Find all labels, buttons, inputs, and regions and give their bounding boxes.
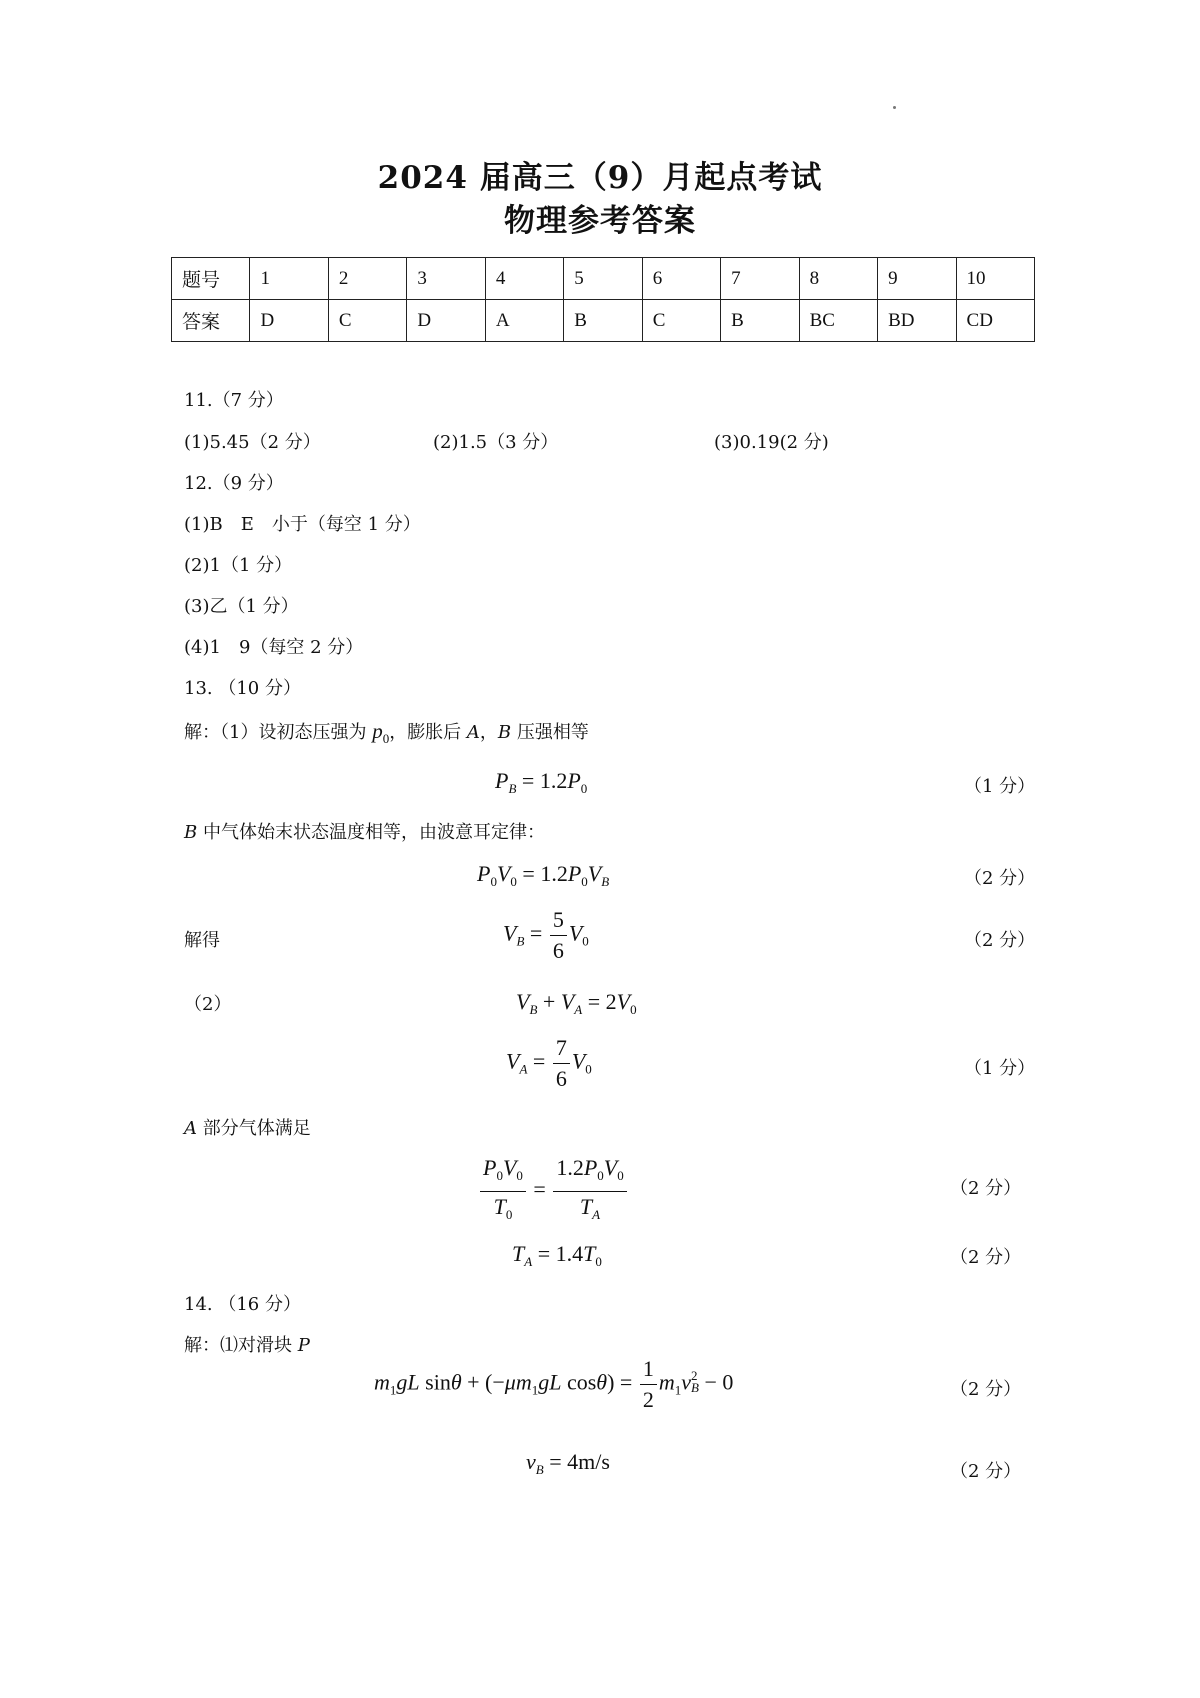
q11-heading: 11.（7 分） bbox=[184, 390, 284, 411]
equation-boyle: $P_0V_0 = 1.2P_0V_B$ bbox=[477, 861, 610, 889]
question-number: 6 bbox=[642, 258, 720, 300]
q13-boyle-line: B 中气体始末状态温度相等，由波意耳定律： bbox=[184, 822, 545, 843]
equation-volume-sum: $V_B + V_A = 2V_0$ bbox=[516, 989, 637, 1017]
score-label: （2 分） bbox=[950, 1247, 1022, 1268]
equation-vb: $V_B$ = $\frac{5}{6}$ $V_0$ bbox=[503, 907, 589, 963]
q12-line2: (2)1（1 分） bbox=[184, 555, 293, 576]
q11-part1: (1)5.45（2 分） bbox=[184, 432, 321, 453]
answer-cell: C bbox=[642, 300, 720, 342]
q11-part3: (3)0.19(2 分) bbox=[714, 432, 829, 453]
q12-line1: (1)B E 小于（每空 1 分） bbox=[184, 514, 421, 535]
question-number: 8 bbox=[799, 258, 877, 300]
score-label: （2 分） bbox=[964, 868, 1036, 889]
question-number: 4 bbox=[485, 258, 563, 300]
page-subtitle: 物理参考答案 bbox=[504, 203, 696, 239]
question-row-header: 题号 bbox=[172, 258, 250, 300]
q13-intro: 解：（1）设初态压强为 $p_0$，膨胀后 A，B 压强相等 bbox=[184, 719, 589, 746]
question-number: 2 bbox=[328, 258, 406, 300]
q13-gas-a-line: A 部分气体满足 bbox=[184, 1118, 311, 1139]
score-label: （2 分） bbox=[950, 1178, 1022, 1199]
q13-heading: 13. （10 分） bbox=[184, 678, 301, 699]
answer-row bbox=[172, 300, 1035, 342]
equation-va: $V_A$ = $\frac{7}{6}$ $V_0$ bbox=[506, 1035, 592, 1091]
page-title: 2024 届高三（9）月起点考试 bbox=[377, 160, 823, 196]
question-row bbox=[172, 258, 1035, 300]
answer-cell: D bbox=[250, 300, 328, 342]
score-label: （2 分） bbox=[950, 1461, 1022, 1482]
stray-dot bbox=[893, 106, 896, 109]
p0-symbol: $p_0$ bbox=[372, 719, 390, 746]
q13-jiede: 解得 bbox=[184, 930, 220, 951]
equation-vb-speed: $v_B = 4m/s$ bbox=[526, 1449, 610, 1477]
q12-line4: (4)1 9（每空 2 分） bbox=[184, 637, 364, 658]
score-label: （1 分） bbox=[964, 776, 1036, 797]
equation-gas-law: $\frac{P_0V_0}{T_0}$ = $\frac{1.2P_0V_0}{T_A}$ bbox=[478, 1155, 629, 1228]
question-number: 7 bbox=[721, 258, 799, 300]
q12-line3: (3)乙（1 分） bbox=[184, 596, 299, 617]
equation-pb: $P_B = 1.2P_0$ bbox=[495, 768, 588, 796]
question-number: 5 bbox=[564, 258, 642, 300]
question-number: 1 bbox=[250, 258, 328, 300]
score-label: （2 分） bbox=[950, 1379, 1022, 1400]
answer-row-header: 答案 bbox=[172, 300, 250, 342]
answer-cell: A bbox=[485, 300, 563, 342]
q14-intro: 解：⑴对滑块 P bbox=[184, 1335, 310, 1356]
question-number: 10 bbox=[956, 258, 1034, 300]
q13-part2: （2） bbox=[184, 994, 232, 1015]
score-label: （1 分） bbox=[964, 1058, 1036, 1079]
question-number: 3 bbox=[407, 258, 485, 300]
answer-cell: B bbox=[721, 300, 799, 342]
answer-cell: BC bbox=[799, 300, 877, 342]
answer-table bbox=[171, 257, 1035, 342]
answer-cell: B bbox=[564, 300, 642, 342]
q14-heading: 14. （16 分） bbox=[184, 1294, 301, 1315]
answer-cell: CD bbox=[956, 300, 1034, 342]
q11-part2: (2)1.5（3 分） bbox=[433, 432, 559, 453]
answer-cell: BD bbox=[878, 300, 956, 342]
score-label: （2 分） bbox=[964, 930, 1036, 951]
equation-ta: $T_A = 1.4T_0$ bbox=[512, 1241, 602, 1269]
answer-cell: D bbox=[407, 300, 485, 342]
question-number: 9 bbox=[878, 258, 956, 300]
equation-energy: $m_1gL$ $\sin\theta + (-\mu m_1gL$ cosθ) = $\frac{1}{2}$ $m_1v$ 2 B − 0 bbox=[374, 1356, 734, 1412]
q12-heading: 12.（9 分） bbox=[184, 473, 284, 494]
answer-cell: C bbox=[328, 300, 406, 342]
